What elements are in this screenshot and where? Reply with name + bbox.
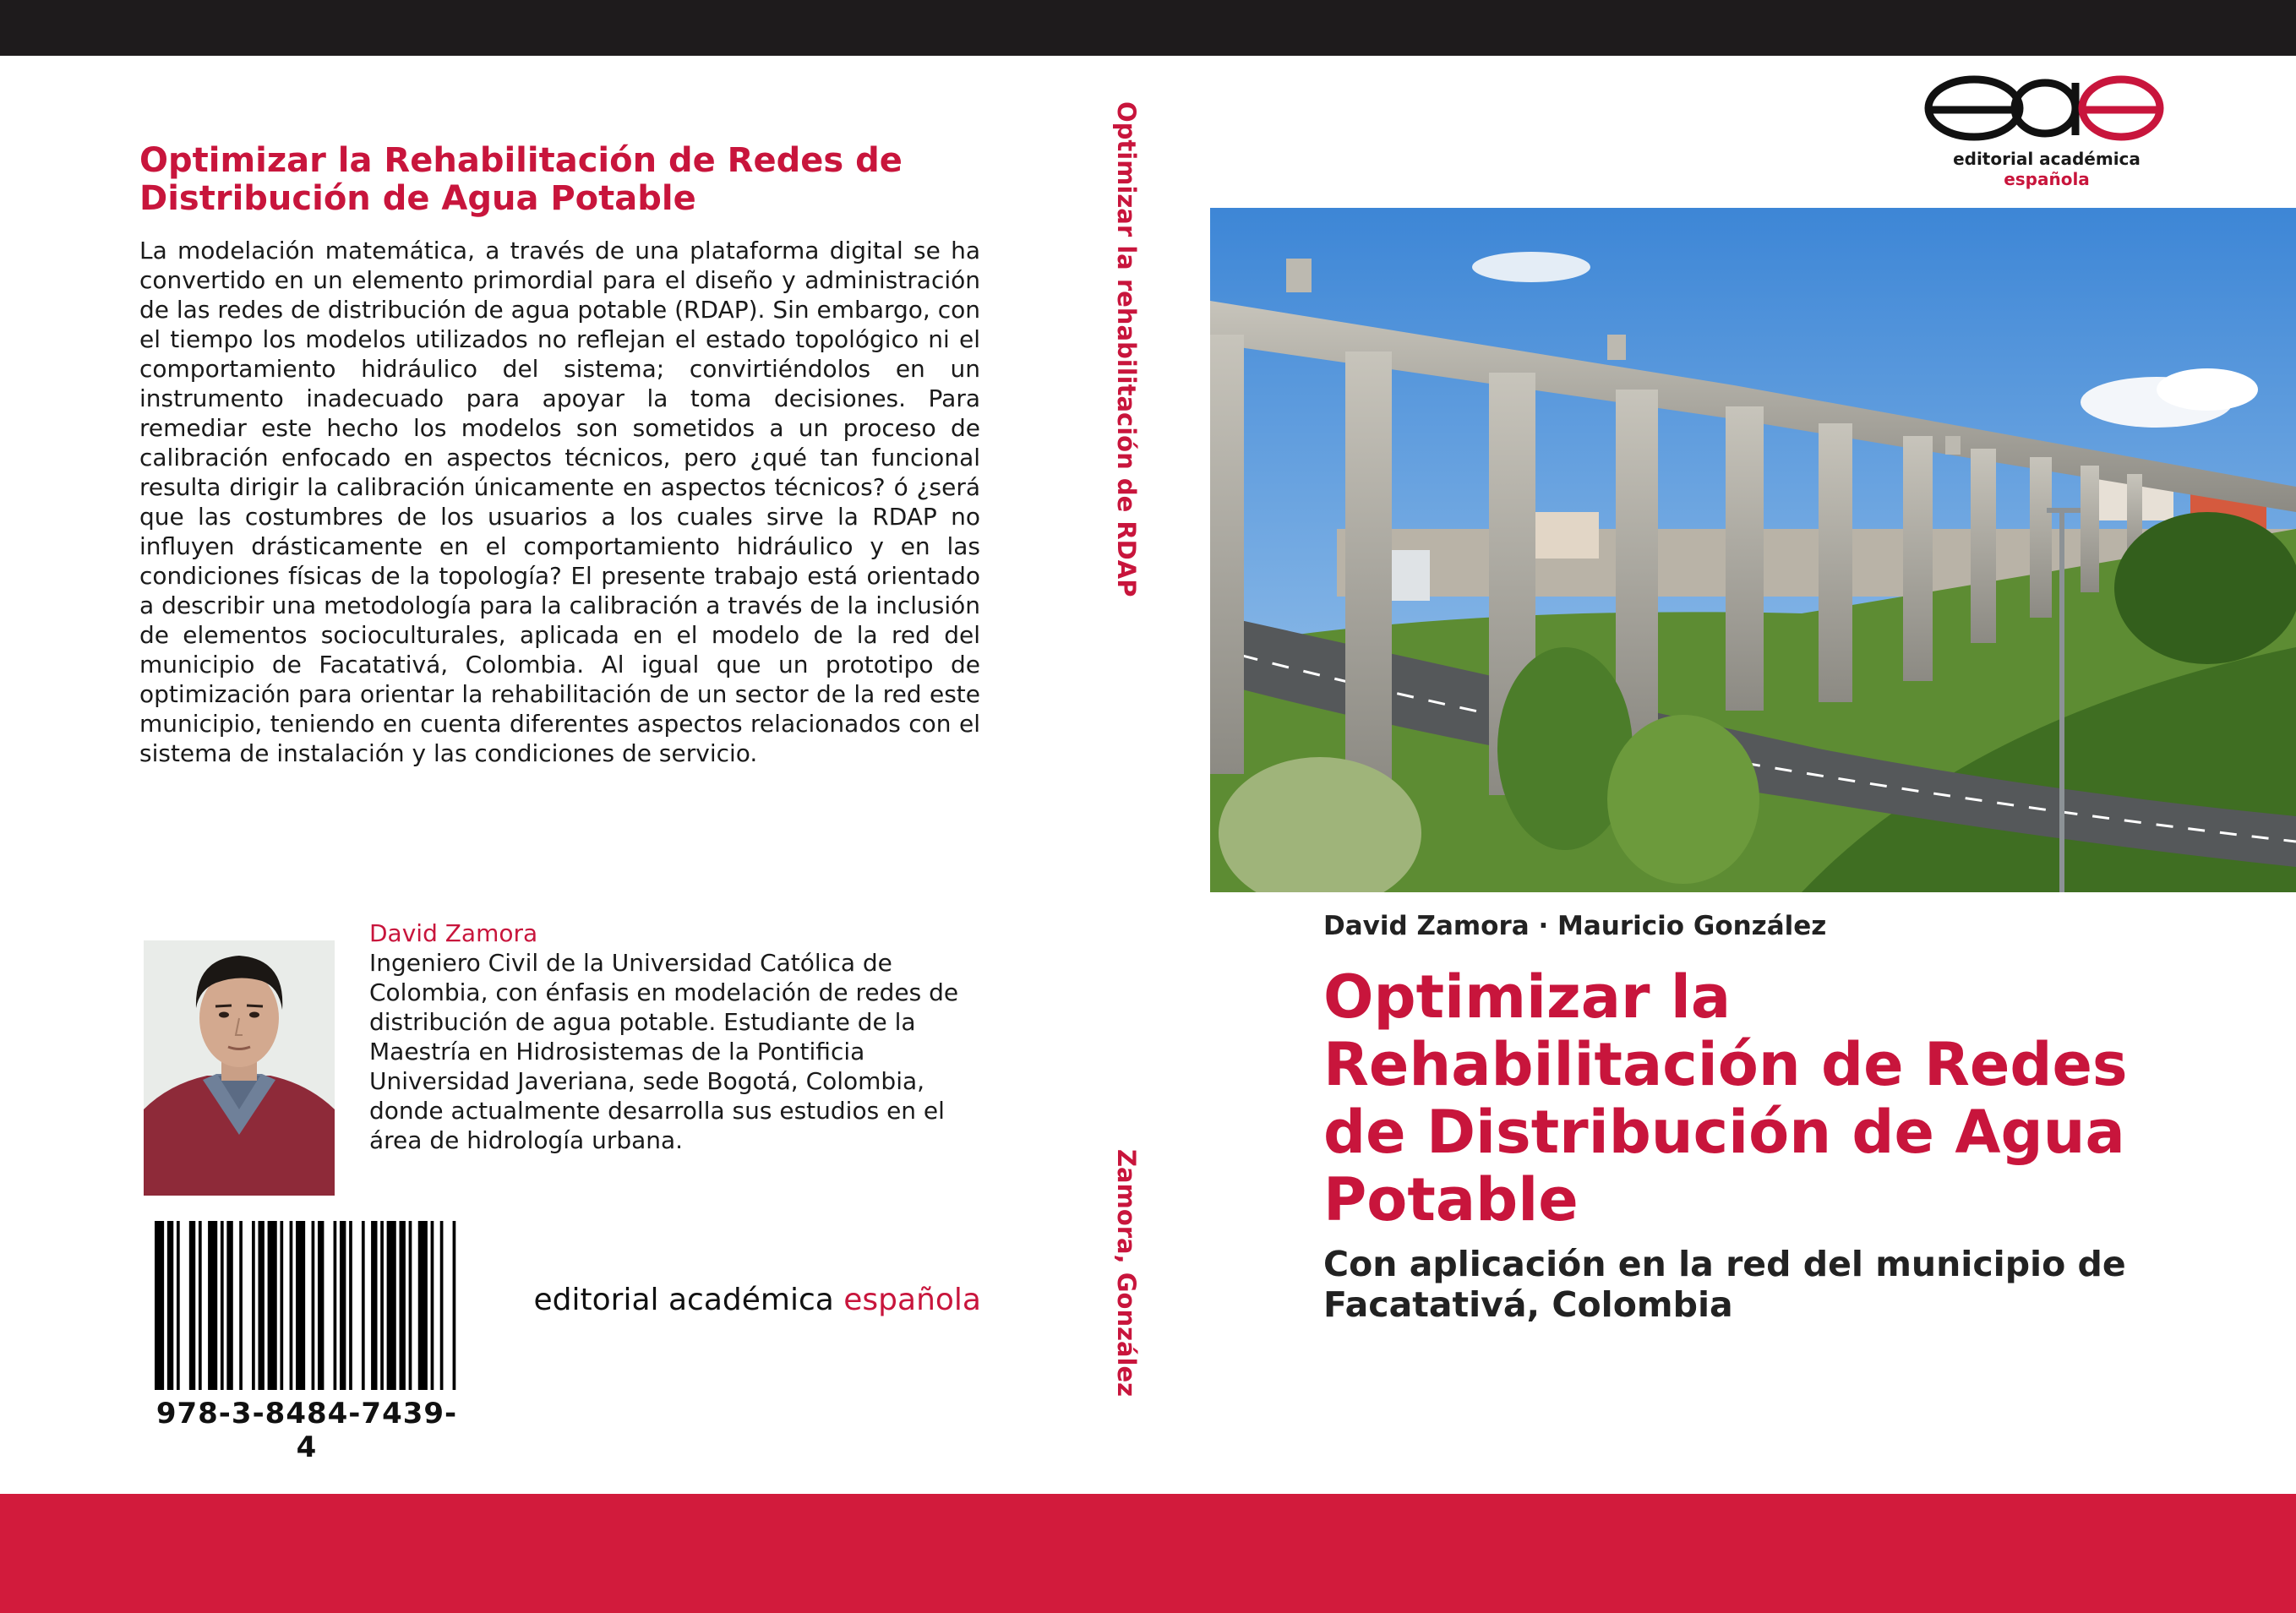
back-cover-blurb: La modelación matemática, a través de una plataforma digital se ha convertido en un elemento primordial para el diseño y administración de las redes de distribución de agua potable (RDAP). Sin embargo, con el tiempo los modelos utilizados no reflejan el estado topológico ni el comportamiento hidráulico del sistema; convirtiéndolos en un instrumento inadecuado para apoyar la toma decisiones. Para remediar este hecho los modelos son sometidos a un proceso de calibración enfocado en aspectos técnicos, pero ¿qué tan funcional resulta dirigir la calibración únicamente en aspectos técnicos? ó ¿será que las costumbres de los usuarios a los cuales sirve la RDAP no influyen drásticamente en el comportamiento hidráulico y en las condiciones físicas de la topología? El presente trabajo está orientado a describir una metodología para la calibración a través de la inclusión de elementos socioculturales, aplicada en el modelo de la red del municipio de Facatativá, Colombia. Al igual que un prototipo de optimización para orientar la rehabilitación de un sector de la red este municipio, teniendo en cuenta diferentes aspectos relacionados con el sistema de instalación y las condiciones de servicio. [139,237,980,767]
front-authors: David Zamora · Mauricio González [1323,911,1827,941]
front-title-line: Optimizar la [1323,962,1732,1032]
front-cover-title [1323,963,2261,1234]
logo-text-main: editorial académica [1953,149,2141,169]
author-bio [369,918,961,1155]
spine-title: Optimizar la rehabilitación de RDAP [1112,101,1141,597]
top-bar [0,0,2296,56]
front-subtitle-line: Con aplicación en la red del municipio de [1323,1244,2126,1284]
back-cover-title [139,142,984,218]
front-subtitle-line: Facatativá, Colombia [1323,1284,1733,1325]
logo-text [1912,149,2182,189]
front-title-line: de Distribución de Agua [1323,1098,2125,1167]
author-bio-text: Ingeniero Civil de la Universidad Católica de Colombia, con énfasis en modelación de redes de distribución de agua potable. Estudiante de la Maestría en Hidrosistemas de la Pontificia Universidad Javeriana, sede Bogotá, Colombia, donde actualmente desarrolla sus estudios en el área de hidrología urbana. [369,949,959,1154]
back-title-line: Distribución de Agua Potable [139,179,696,218]
author-photo [144,940,335,1196]
bottom-bar [0,1494,2296,1613]
front-title-line: Potable [1323,1165,1579,1234]
back-title-line: Optimizar la Rehabilitación de Redes de [139,141,903,180]
back-publisher-accent: española [843,1283,981,1317]
barcode [155,1221,459,1390]
spine-authors: Zamora, González [1112,1149,1141,1398]
logo-text-accent: española [2004,169,2090,189]
back-publisher-name [521,1283,981,1317]
isbn-number: 978-3-8484-7439-4 [155,1397,458,1464]
aqueduct-photo [1210,208,2296,892]
front-title-line: Rehabilitación de Redes [1323,1030,2128,1099]
back-publisher-main: editorial académica [533,1283,844,1317]
front-cover-subtitle [1323,1244,2261,1325]
author-name: David Zamora [369,919,538,947]
